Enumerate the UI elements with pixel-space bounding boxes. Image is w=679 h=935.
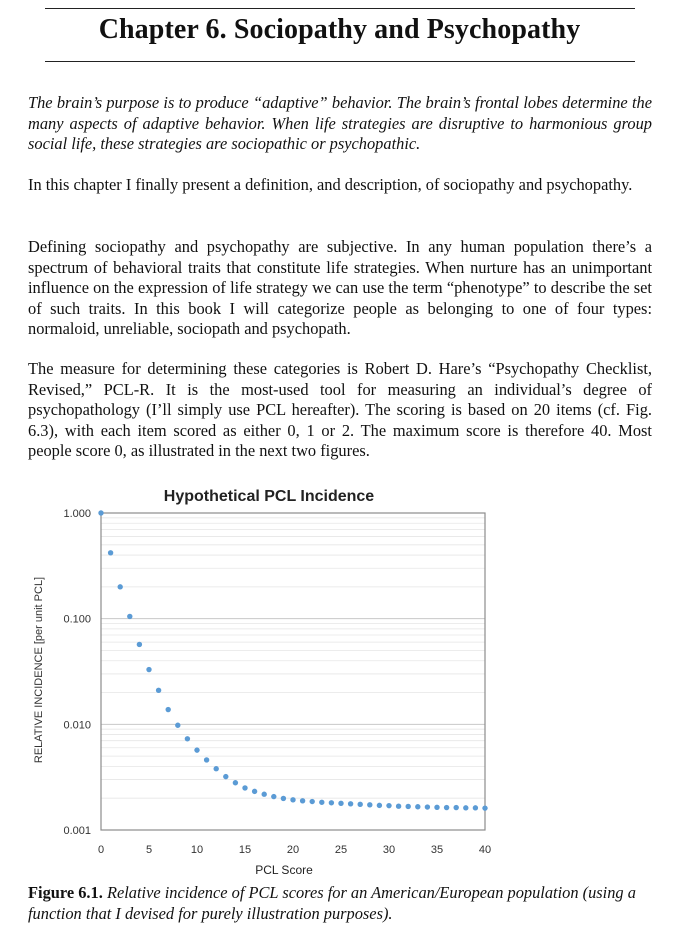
x-tick-label: 30 <box>382 844 396 856</box>
paragraph-pcl-measure: The measure for determining these categories is Robert D. Hare’s “Psychopathy Checklist, Revised,” PCL-R. It is the most-used tool for measuring an individual’s degree of psychopathology (I’ll simply use PCL hereafter). The scoring is based on 20 items (cf. Fig. 6.3), with each item scored as either 0, 1 or 2. The maximum score is therefore 40. Most people score 0, as illustrated in the next two figures. <box>28 359 652 461</box>
data-point <box>108 550 113 555</box>
paragraph-subjective: Defining sociopathy and psychopathy are subjective. In any human population there’s a spectrum of behavioral traits that constitute life strategies. When nurture has an unimportant influence on the expression of life strategy we can use the term “phenotype” to describe the set of such traits. In this book I will categorize people as belonging to one of four types: normaloid, unreliable, sociopath and psychopath. <box>28 237 652 339</box>
data-point <box>223 774 228 779</box>
data-point <box>377 803 382 808</box>
caption-text: Relative incidence of PCL scores for an American/European population (using a function that I devised for purely illustration purposes). <box>28 883 636 923</box>
data-point <box>98 510 103 515</box>
x-axis-label: PCL Score <box>255 863 313 877</box>
data-point <box>396 803 401 808</box>
data-point <box>252 789 257 794</box>
data-point <box>310 799 315 804</box>
x-tick-label: 5 <box>145 844 153 856</box>
data-point <box>214 766 219 771</box>
y-tick-labels <box>63 508 91 837</box>
data-point <box>454 805 459 810</box>
data-point <box>444 805 449 810</box>
data-point <box>319 800 324 805</box>
caption-label: Figure 6.1. <box>28 883 103 902</box>
data-point <box>166 707 171 712</box>
x-tick-label: 15 <box>238 844 252 856</box>
top-rule <box>45 8 635 9</box>
data-point <box>473 805 478 810</box>
x-tick-label: 40 <box>478 844 492 856</box>
y-axis-label: RELATIVE INCIDENCE [per unit PCL] <box>33 576 45 764</box>
x-tick-label: 20 <box>286 844 300 856</box>
data-point <box>127 614 132 619</box>
chart-title: Hypothetical PCL Incidence <box>163 488 375 505</box>
title-underline <box>45 61 635 62</box>
data-point <box>262 792 267 797</box>
data-point <box>242 785 247 790</box>
data-point <box>425 804 430 809</box>
intro-paragraph: The brain’s purpose is to produce “adaptive” behavior. The brain’s frontal lobes determine the many aspects of adaptive behavior. When life strategies are disruptive to harmonious group social life, these strategies are sociopathic or psychopathic. <box>28 93 652 154</box>
data-point <box>185 736 190 741</box>
x-tick-label: 10 <box>190 844 204 856</box>
data-point <box>329 800 334 805</box>
data-point <box>146 667 151 672</box>
data-point <box>463 805 468 810</box>
data-point <box>434 805 439 810</box>
data-point <box>386 803 391 808</box>
chapter-title: Chapter 6. Sociopathy and Psychopathy <box>98 14 581 45</box>
data-point <box>204 757 209 762</box>
figure-caption <box>28 883 652 924</box>
data-point <box>281 796 286 801</box>
data-point <box>137 642 142 647</box>
data-point <box>233 780 238 785</box>
data-point <box>290 797 295 802</box>
data-point <box>175 723 180 728</box>
data-point <box>156 688 161 693</box>
data-point <box>118 584 123 589</box>
data-point <box>194 747 199 752</box>
data-point <box>415 804 420 809</box>
x-tick-label: 0 <box>97 844 105 856</box>
y-tick-label: 0.001 <box>63 825 91 837</box>
data-point <box>482 805 487 810</box>
x-tick-label: 25 <box>334 844 348 856</box>
paragraph-definition: In this chapter I finally present a definition, and description, of sociopathy and psychopathy. <box>28 175 633 194</box>
data-point <box>367 802 372 807</box>
x-tick-label: 35 <box>430 844 444 856</box>
data-point <box>338 801 343 806</box>
chart-svg <box>28 480 498 880</box>
data-point <box>358 802 363 807</box>
y-tick-label: 0.100 <box>63 613 91 626</box>
chart-grid <box>101 513 485 830</box>
data-point <box>348 801 353 806</box>
data-point <box>300 798 305 803</box>
y-tick-label: 1.000 <box>63 508 91 520</box>
data-point <box>406 804 411 809</box>
data-point <box>271 794 276 799</box>
y-tick-label: 0.010 <box>63 719 91 732</box>
x-tick-labels <box>98 844 491 856</box>
pcl-incidence-chart <box>28 480 498 885</box>
plot-area-frame <box>101 513 485 830</box>
